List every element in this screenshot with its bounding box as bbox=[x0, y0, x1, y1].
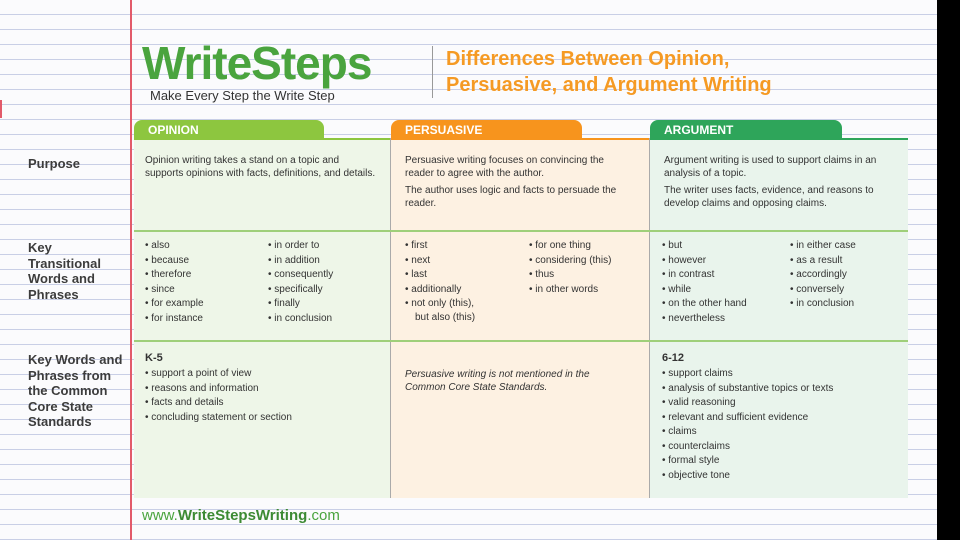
side-bar bbox=[937, 0, 960, 540]
list-item: • however bbox=[662, 254, 747, 269]
list-item: • while bbox=[662, 283, 747, 298]
list-item: • in either case bbox=[790, 239, 856, 254]
list-item: • analysis of substantive topics or texts bbox=[662, 382, 833, 397]
transitions-argument-list-b bbox=[790, 239, 856, 312]
purpose-argument-text-2: The writer uses facts, evidence, and reasons to develop claims and opposing claims. bbox=[664, 185, 874, 209]
logo-text: WriteSteps bbox=[142, 37, 372, 89]
list-item: • therefore bbox=[145, 268, 204, 283]
purpose-persuasive-text-2: The author uses logic and facts to persuade the reader. bbox=[405, 185, 617, 209]
transitions-persuasive-list-b bbox=[529, 239, 611, 297]
list-item: • in order to bbox=[268, 239, 333, 254]
title-line-2: Persuasive, and Argument Writing bbox=[446, 74, 772, 96]
list-item: • finally bbox=[268, 297, 333, 312]
transitions-argument-list-a bbox=[662, 239, 747, 326]
list-item: • specifically bbox=[268, 283, 333, 298]
purpose-opinion bbox=[145, 154, 377, 184]
list-item: • last bbox=[405, 268, 474, 283]
website-footer bbox=[142, 507, 340, 524]
list-item: • for example bbox=[145, 297, 204, 312]
row-label-transitional: Key Transitional Words and Phrases bbox=[28, 240, 101, 302]
purpose-argument-text-1: Argument writing is used to support claims in an analysis of a topic. bbox=[664, 155, 877, 179]
list-item: • concluding statement or section bbox=[145, 411, 292, 426]
list-item: • accordingly bbox=[790, 268, 856, 283]
grade-label-k5: K-5 bbox=[145, 352, 163, 364]
column-separator bbox=[649, 138, 650, 498]
list-item: • valid reasoning bbox=[662, 396, 833, 411]
list-item: • in addition bbox=[268, 254, 333, 269]
purpose-argument bbox=[664, 154, 878, 214]
standards-argument-list bbox=[662, 367, 833, 483]
persuasive-tab-line bbox=[391, 138, 649, 140]
list-item: • in contrast bbox=[662, 268, 747, 283]
list-item: • as a result bbox=[790, 254, 856, 269]
list-item: • claims bbox=[662, 425, 833, 440]
list-item: • relevant and sufficient evidence bbox=[662, 411, 833, 426]
footer-prefix: www. bbox=[142, 507, 178, 524]
logo bbox=[142, 37, 372, 103]
list-item: • not only (this), bbox=[405, 297, 474, 312]
standards-opinion-list bbox=[145, 367, 292, 425]
page-title bbox=[446, 46, 772, 98]
list-item: • support claims bbox=[662, 367, 833, 382]
list-item: • nevertheless bbox=[662, 312, 747, 327]
list-item: • considering (this) bbox=[529, 254, 611, 269]
list-item: • counterclaims bbox=[662, 440, 833, 455]
title-line-1: Differences Between Opinion, bbox=[446, 48, 730, 70]
tab-argument: ARGUMENT bbox=[650, 120, 842, 139]
transitions-persuasive-list-a bbox=[405, 239, 474, 312]
row-label-standards: Key Words and Phrases from the Common Core State Standards bbox=[28, 352, 123, 429]
transitions-opinion-list-b bbox=[268, 239, 333, 326]
row-divider bbox=[134, 230, 908, 232]
list-item: • for one thing bbox=[529, 239, 611, 254]
list-item: • in conclusion bbox=[268, 312, 333, 327]
list-item: • support a point of view bbox=[145, 367, 292, 382]
argument-tab-line bbox=[650, 138, 908, 140]
standards-persuasive-note: Persuasive writing is not mentioned in the Common Core State Standards. bbox=[405, 369, 590, 393]
grade-label-6-12: 6-12 bbox=[662, 352, 685, 364]
purpose-persuasive bbox=[405, 154, 625, 214]
row-label-purpose: Purpose bbox=[28, 156, 81, 171]
list-item: • in conclusion bbox=[790, 297, 856, 312]
header-divider bbox=[432, 46, 433, 98]
list-item: • formal style bbox=[662, 454, 833, 469]
list-item: • reasons and information bbox=[145, 382, 292, 397]
list-item: • also bbox=[145, 239, 204, 254]
list-item: • facts and details bbox=[145, 396, 292, 411]
list-item: • in other words bbox=[529, 283, 611, 298]
margin-line bbox=[130, 0, 132, 540]
list-item: • thus bbox=[529, 268, 611, 283]
footer-suffix: .com bbox=[307, 507, 340, 524]
list-item: • conversely bbox=[790, 283, 856, 298]
persuasive-list-continuation: but also (this) bbox=[415, 312, 476, 323]
footer-brand: WriteStepsWriting bbox=[177, 507, 308, 524]
transitions-opinion-list-a bbox=[145, 239, 204, 326]
margin-mark bbox=[0, 100, 2, 118]
opinion-tab-line bbox=[134, 138, 390, 140]
purpose-persuasive-text-1: Persuasive writing focuses on convincing the reader to agree with the author. bbox=[405, 155, 604, 179]
row-divider bbox=[134, 340, 908, 342]
list-item: • on the other hand bbox=[662, 297, 747, 312]
list-item: • for instance bbox=[145, 312, 204, 327]
list-item: • consequently bbox=[268, 268, 333, 283]
list-item: • additionally bbox=[405, 283, 474, 298]
list-item: • but bbox=[662, 239, 747, 254]
purpose-opinion-text: Opinion writing takes a stand on a topic and supports opinions with facts, definitions, and details. bbox=[145, 155, 376, 179]
list-item: • first bbox=[405, 239, 474, 254]
list-item: • because bbox=[145, 254, 204, 269]
tab-opinion: OPINION bbox=[134, 120, 324, 139]
tab-persuasive: PERSUASIVE bbox=[391, 120, 582, 139]
list-item: • since bbox=[145, 283, 204, 298]
column-separator bbox=[390, 138, 391, 498]
list-item: • next bbox=[405, 254, 474, 269]
tagline: Make Every Step the Write Step bbox=[150, 88, 335, 103]
list-item: • objective tone bbox=[662, 469, 833, 484]
